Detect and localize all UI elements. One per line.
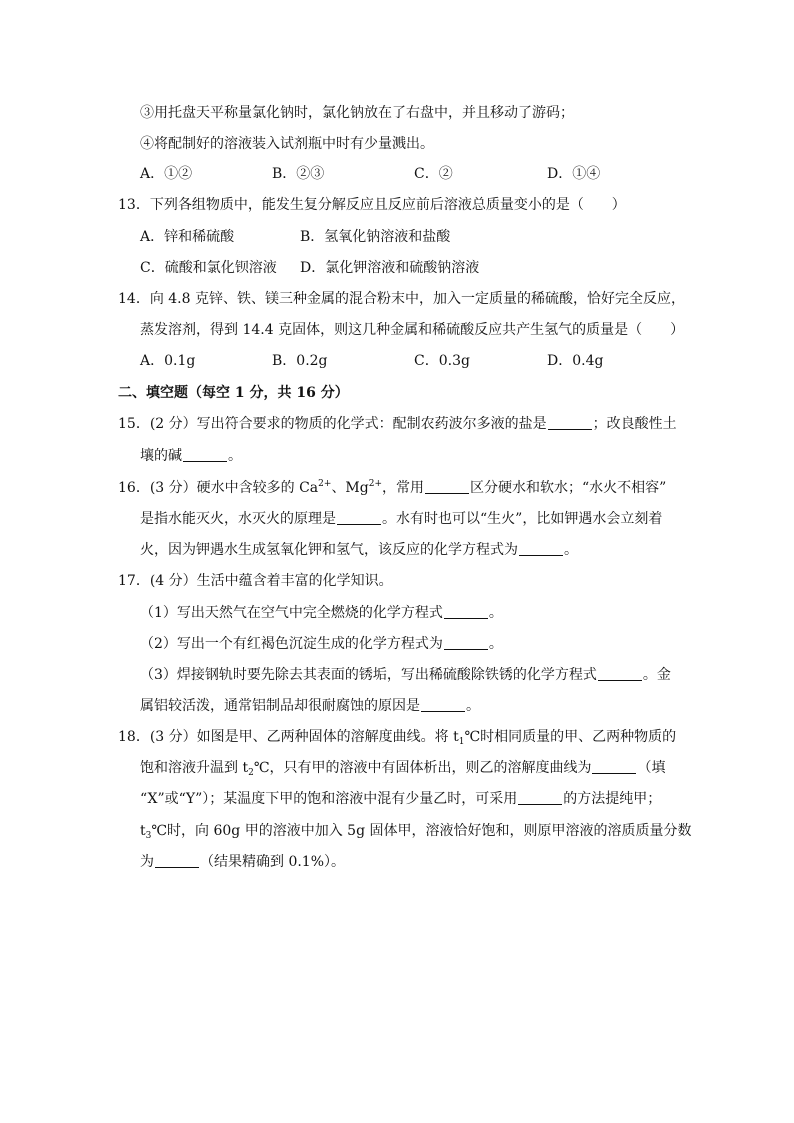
mg-charge: 2+ xyxy=(368,479,383,489)
q16-text-8: 。 xyxy=(564,542,578,558)
q15-text-4: 。 xyxy=(228,448,242,464)
q17-blank-2 xyxy=(444,635,488,650)
q16-blank-2 xyxy=(337,510,381,525)
q17-sub2-end: 。 xyxy=(488,636,503,652)
q16-text-3: ，常用 xyxy=(382,480,425,496)
q13-option-c: C．硫酸和氯化钡溶液 xyxy=(140,260,277,276)
q16-blank-1 xyxy=(425,479,469,494)
prev-option-c: C．② xyxy=(414,166,453,182)
q14-stem-line2: 蒸发溶剂，得到 14.4 克固体，则这几种金属和稀硫酸反应共产生氢气的质量是（ ） xyxy=(140,322,685,338)
q15-blank-2 xyxy=(183,447,227,462)
q18-text-4: ℃，只有甲的溶液中有固体析出，则乙的溶解度曲线为 xyxy=(253,760,592,776)
q13-option-d: D．氯化钾溶液和硫酸钠溶液 xyxy=(300,260,480,276)
q15-text-1: 15．(2 分）写出符合要求的物质的化学式：配制农药波尔多液的盐是 xyxy=(118,416,547,432)
q17-sub1-text: （1）写出天然气在空气中完全燃烧的化学方程式 xyxy=(140,605,443,621)
q16-text-1: 16．(3 分）硬水中含较多的 Ca xyxy=(118,480,319,496)
prev-option-a: A．①② xyxy=(140,166,193,182)
q16-text-5: 是指水能灭火，水灭火的原理是 xyxy=(140,511,336,527)
q18-text-11: （结果精确到 0.1%）。 xyxy=(200,854,346,870)
q18-line5 xyxy=(140,852,345,872)
q18-text-8: t xyxy=(140,823,146,839)
q17-sub3-end: 。金 xyxy=(642,667,671,683)
q14-option-b: B．0.2g xyxy=(272,353,328,369)
q17-sub2-text: （2）写出一个有红褐色沉淀生成的化学方程式为 xyxy=(140,636,443,652)
q17-sub1 xyxy=(140,603,503,623)
prev-option-b: B．②③ xyxy=(272,166,325,182)
ca-charge: 2+ xyxy=(318,479,332,489)
q18-blank-2 xyxy=(518,790,562,805)
prev-item-3: ③用托盘天平称量氯化钠时，氯化钠放在了右盘中，并且移动了游码； xyxy=(140,105,574,121)
q16-text-4: 区分硬水和软水；“水火不相容” xyxy=(470,480,667,496)
q18-line1 xyxy=(118,727,676,749)
q18-text-10: 为 xyxy=(140,854,154,870)
q18-text-2: ℃时相同质量的甲、乙两种物质的 xyxy=(464,729,677,745)
q18-text-9: ℃时，向 60g 甲的溶液中加入 5g 固体甲，溶液恰好饱和，则原甲溶液的溶质质量分数 xyxy=(151,823,692,839)
q18-blank-1 xyxy=(592,759,636,774)
prev-option-d: D．①④ xyxy=(547,166,601,182)
q15-text-2: ；改良酸性土 xyxy=(592,416,677,432)
t2-subscript: 2 xyxy=(248,768,254,778)
q15-line1 xyxy=(118,414,677,434)
q17-sub3-text: （3）焊接钢轨时要先除去其表面的锈垢，写出稀硫酸除铁锈的化学方程式 xyxy=(140,667,597,683)
q17-line4-text: 属铝较活泼，通常铝制品却很耐腐蚀的原因是 xyxy=(140,698,420,714)
q18-text-7: 的方法提纯甲； xyxy=(563,791,662,807)
q17-blank-3 xyxy=(598,666,642,681)
q16-line1 xyxy=(118,478,666,500)
prev-item-4: ④将配制好的溶液装入试剂瓶中时有少量溅出。 xyxy=(140,136,434,152)
q18-text-3: 饱和溶液升温到 t xyxy=(140,760,249,776)
q17-blank-4 xyxy=(421,697,465,712)
q18-line4 xyxy=(140,821,691,843)
q18-text-6: “X”或“Y”）；某温度下甲的饱和溶液中混有少量乙时，可采用 xyxy=(140,791,518,807)
q18-blank-3 xyxy=(155,853,199,868)
q14-stem-line1: 14．向 4.8 克锌、铁、镁三种金属的混合粉末中，加入一定质量的稀硫酸，恰好完全反应， xyxy=(118,291,685,307)
q17-blank-1 xyxy=(444,604,488,619)
q18-line3 xyxy=(140,789,661,809)
t3-subscript: 3 xyxy=(145,831,152,841)
t1-subscript: 1 xyxy=(458,737,465,747)
q17-sub1-end: 。 xyxy=(488,605,503,621)
q14-option-a: A．0.1g xyxy=(140,353,196,369)
q17-line4 xyxy=(140,696,480,716)
q13-option-a: A．锌和稀硫酸 xyxy=(140,229,235,245)
q16-line3 xyxy=(140,540,578,560)
q15-blank-1 xyxy=(548,415,592,430)
q16-line2 xyxy=(140,509,662,529)
q16-text-6: 。水有时也可以“生火”，比如钾遇水会立刻着 xyxy=(382,511,663,527)
q18-line2 xyxy=(140,758,665,780)
q15-line2 xyxy=(140,446,242,466)
q18-text-5: （填 xyxy=(637,760,666,776)
q14-option-c: C．0.3g xyxy=(414,353,470,369)
q17-stem: 17．(4 分）生活中蕴含着丰富的化学知识。 xyxy=(118,573,393,589)
q16-text-2: 、Mg xyxy=(331,480,369,496)
q17-sub3 xyxy=(140,665,671,685)
q13-option-b: B．氢氧化钠溶液和盐酸 xyxy=(300,229,451,245)
q16-blank-3 xyxy=(519,541,563,556)
q14-option-d: D．0.4g xyxy=(547,353,604,369)
q17-sub2 xyxy=(140,634,503,654)
section-2-title: 二、填空题（每空 1 分，共 16 分） xyxy=(118,385,349,401)
q18-text-1: 18．(3 分）如图是甲、乙两种固体的溶解度曲线。将 t xyxy=(118,729,459,745)
q15-text-3: 壤的碱 xyxy=(140,448,182,464)
q16-text-7: 火，因为钾遇水生成氢氧化钾和氢气，该反应的化学方程式为 xyxy=(140,542,518,558)
q17-line4-end: 。 xyxy=(466,698,480,714)
q13-stem: 13．下列各组物质中，能发生复分解反应且反应前后溶液总质量变小的是（ ） xyxy=(118,197,626,213)
